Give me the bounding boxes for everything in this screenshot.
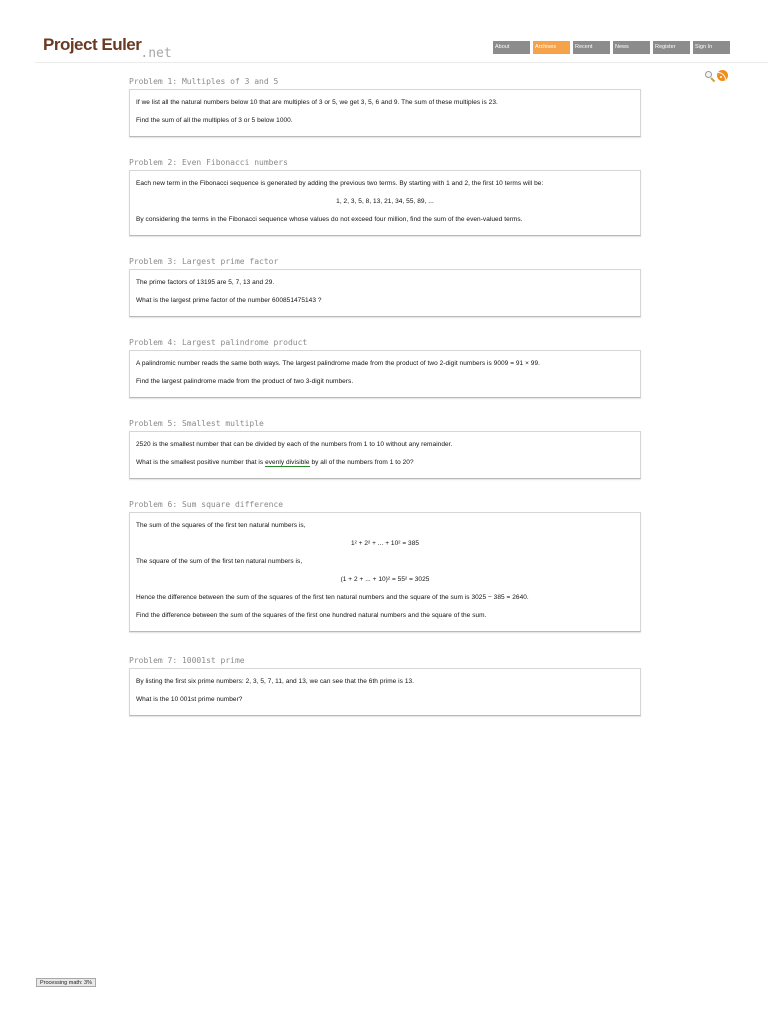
problem-title[interactable]: Problem 1: Multiples of 3 and 5: [129, 77, 279, 86]
site-header: [0, 0, 768, 63]
math-equation: 1² + 2² + ... + 10² = 385: [350, 540, 420, 547]
problem-title[interactable]: Problem 5: Smallest multiple: [129, 419, 264, 428]
problem-text: What is the 10 001st prime number?: [136, 696, 243, 703]
main-nav: [493, 41, 733, 54]
problem-text: The sum of the squares of the first ten natural numbers is,: [136, 522, 306, 529]
problem-title[interactable]: Problem 2: Even Fibonacci numbers: [129, 158, 288, 167]
problem-text: The prime factors of 13195 are 5, 7, 13 and 29.: [136, 279, 275, 286]
problem-content: [129, 668, 641, 716]
problem-text: 2520 is the smallest number that can be divided by each of the numbers from 1 to 10 without any remainder.: [136, 441, 453, 448]
problem-title[interactable]: Problem 3: Largest prime factor: [129, 257, 279, 266]
problem-content: [129, 512, 641, 632]
problem-title[interactable]: Problem 6: Sum square difference: [129, 500, 284, 509]
problem-title[interactable]: Problem 4: Largest palindrome product: [129, 338, 308, 347]
problem-content: [129, 89, 641, 137]
problem-text: If we list all the natural numbers below 10 that are multiples of 3 or 5, we get 3, 5, 6 and 9. The sum of these multiples is 23.: [136, 99, 498, 106]
nav-about[interactable]: About: [493, 41, 530, 54]
problem-text: Find the difference between the sum of the squares of the first one hundred natural numbers and the square of the sum.: [136, 612, 487, 619]
site-logo[interactable]: [43, 35, 172, 61]
problem-content: [129, 269, 641, 317]
problem-content: [129, 170, 641, 236]
problem-4: [129, 337, 641, 418]
nav-news[interactable]: News: [613, 41, 650, 54]
problem-text: The square of the sum of the first ten natural numbers is,: [136, 558, 303, 565]
problem-text: What is the largest prime factor of the number 600851475143 ?: [136, 297, 322, 304]
problem-text: Hence the difference between the sum of the squares of the first ten natural numbers and the square of the sum is 3025 − 385 = 2640.: [136, 594, 529, 601]
problem-1: [129, 76, 641, 157]
problem-list: [129, 76, 641, 736]
header-divider: [35, 62, 768, 63]
nav-archives[interactable]: Archives: [533, 41, 570, 54]
problem-text: Each new term in the Fibonacci sequence is generated by adding the previous two terms. By starting with 1 and 2, the first 10 terms will be:: [136, 180, 544, 187]
problem-text: A palindromic number reads the same both ways. The largest palindrome made from the product of two 2-digit numbers is 9009 = 91 × 99.: [136, 360, 540, 367]
problem-text: By listing the first six prime numbers: 2, 3, 5, 7, 11, and 13, we can see that the 6th prime is 13.: [136, 678, 415, 685]
problem-3: [129, 256, 641, 337]
nav-recent[interactable]: Recent: [573, 41, 610, 54]
logo-suffix: .net: [140, 46, 172, 61]
search-icon[interactable]: [705, 71, 715, 81]
math-processing-status: Processing math: 3%: [36, 978, 96, 987]
problem-text: By considering the terms in the Fibonacci sequence whose values do not exceed four million, find the sum of the even-valued terms.: [136, 216, 523, 223]
problem-title[interactable]: Problem 7: 10001st prime: [129, 656, 245, 665]
problem-7: [129, 655, 641, 736]
rss-icon[interactable]: [717, 70, 728, 81]
problem-text: Find the largest palindrome made from the product of two 3-digit numbers.: [136, 378, 354, 385]
nav-register[interactable]: Register: [653, 41, 690, 54]
logo-text: Project Euler: [43, 35, 142, 54]
problem-2: [129, 157, 641, 256]
problem-content: [129, 431, 641, 479]
problem-content: [129, 350, 641, 398]
toolbar-icons: [705, 70, 728, 81]
highlighted-term[interactable]: evenly divisible: [265, 459, 310, 466]
nav-sign-in[interactable]: Sign In: [693, 41, 730, 54]
math-equation: (1 + 2 + ... + 10)² = 55² = 3025: [340, 576, 430, 583]
problem-5: [129, 418, 641, 499]
problem-text-with-highlight: What is the smallest positive number that is evenly divisible by all of the numbers from 1 to 20?: [136, 459, 414, 466]
problem-text: Find the sum of all the multiples of 3 or 5 below 1000.: [136, 117, 293, 124]
problem-text: 1, 2, 3, 5, 8, 13, 21, 34, 55, 89, ...: [336, 198, 434, 205]
problem-6: [129, 499, 641, 655]
